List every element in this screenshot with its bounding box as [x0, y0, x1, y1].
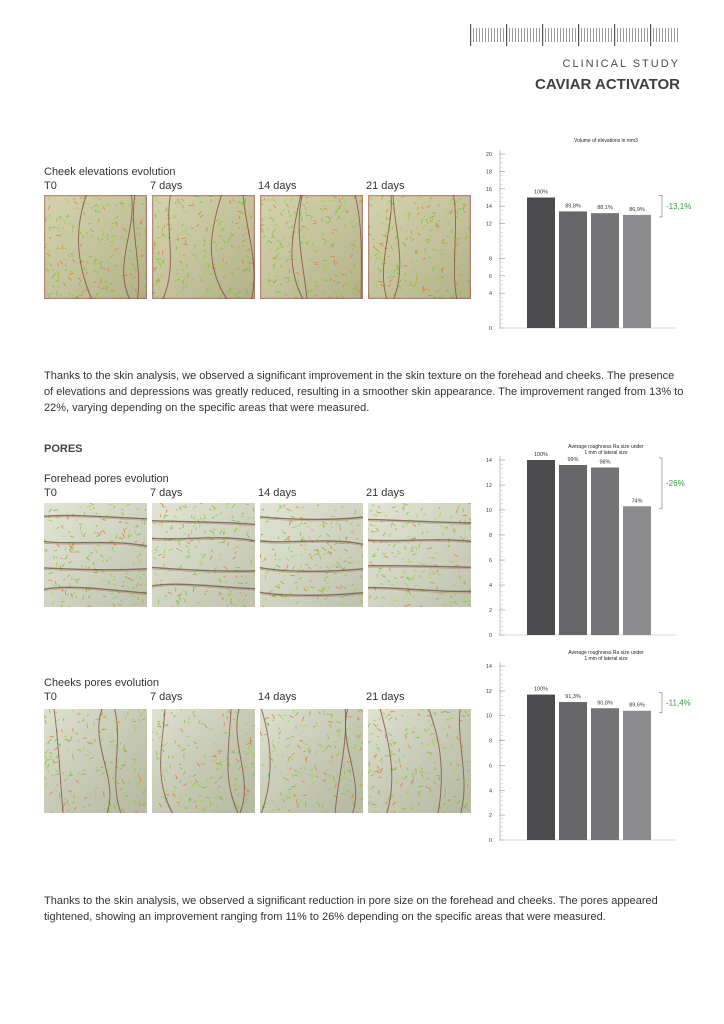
y-tick-label: 6 [488, 273, 492, 280]
bar-value-label: 100% [533, 189, 549, 196]
skin-photo-t0 [44, 503, 147, 607]
time-label: 7 days [150, 691, 183, 703]
bar-chart-cheeks-pores [476, 646, 706, 850]
skin-photo-21-days [368, 503, 471, 607]
y-tick-label: 6 [488, 558, 492, 564]
bar [559, 702, 587, 840]
chart-title: Average roughness Ra size under 1 mm of lateral size [568, 650, 644, 662]
cheek-elevations-title: Cheek elevations evolution [44, 166, 176, 178]
chart-cheeks-pores [476, 646, 706, 850]
y-tick-label: 12 [485, 221, 492, 228]
y-tick-label: 20 [485, 152, 492, 158]
bar [623, 711, 651, 840]
time-label: 14 days [258, 487, 297, 499]
reduction-label: -11,4% [666, 698, 691, 708]
skin-photo-14-days [260, 503, 363, 607]
pores-heading: PORES [44, 443, 83, 455]
bar [527, 460, 555, 635]
y-tick-label: 12 [485, 688, 492, 695]
y-tick-label: 0 [488, 326, 492, 332]
skin-photo-21-days [368, 709, 471, 813]
bar-value-label: 100% [533, 452, 549, 458]
texture-paragraph: Thanks to the skin analysis, we observed a significant improvement in the skin texture on the forehead and cheeks. The presence of elevations and depressions was greatly reduced, resulting in a smoother skin appearance. The improvement ranged from 13% to 22%, varying depending on the specific areas that were measured. [44, 370, 684, 414]
y-tick-label: 16 [485, 186, 492, 193]
y-tick-label: 4 [488, 788, 492, 795]
bar-value-label: 74% [631, 498, 643, 505]
time-label: T0 [44, 487, 57, 499]
bar-chart-forehead-pores [476, 440, 706, 645]
y-tick-label: 8 [488, 256, 492, 263]
y-tick-label: 0 [488, 838, 492, 844]
y-tick-label: 8 [488, 738, 492, 745]
y-tick-label: 14 [485, 458, 492, 464]
y-tick-label: 14 [485, 664, 492, 670]
skin-photo-7-days [152, 709, 255, 813]
y-tick-label: 0 [488, 633, 492, 639]
skin-photo-7-days [152, 503, 255, 607]
cheeks-pores-title: Cheeks pores evolution [44, 677, 159, 689]
reduction-bracket [659, 458, 662, 508]
chart-title: Average roughness Ra size under 1 mm of lateral size [568, 444, 644, 456]
barcode-graphic [470, 24, 680, 46]
chart-forehead-pores [476, 440, 706, 645]
time-label: T0 [44, 180, 57, 192]
bar-value-label: 91,3% [565, 694, 581, 701]
study-label: CLINICAL STUDY [562, 58, 680, 70]
chart-elevations [476, 134, 706, 338]
time-label: 21 days [366, 180, 405, 192]
bar [623, 215, 651, 328]
bar [559, 211, 587, 328]
cheek-elevations-photos [44, 195, 474, 299]
bar-value-label: 99% [567, 457, 579, 463]
chart-title: Volume of elevations in mm3 [574, 138, 638, 144]
cheeks-pores-time-labels [44, 691, 476, 705]
bar [527, 198, 555, 329]
skin-photo-7-days [152, 195, 255, 299]
y-tick-label: 2 [488, 813, 492, 820]
bar [591, 468, 619, 636]
time-label: T0 [44, 691, 57, 703]
time-label: 7 days [150, 180, 183, 192]
cheek-elevations-time-labels [44, 180, 476, 194]
skin-photo-21-days [368, 195, 471, 299]
bar [559, 465, 587, 635]
product-title: CAVIAR ACTIVATOR [535, 76, 680, 93]
time-label: 21 days [366, 487, 405, 499]
y-tick-label: 10 [485, 713, 492, 720]
bar-value-label: 100% [533, 686, 549, 693]
y-tick-label: 10 [485, 508, 492, 514]
skin-photo-t0 [44, 709, 147, 813]
y-tick-label: 4 [488, 583, 492, 589]
y-tick-label: 2 [488, 608, 492, 614]
bar [591, 708, 619, 840]
y-tick-label: 8 [488, 533, 492, 539]
forehead-pores-title: Forehead pores evolution [44, 473, 169, 485]
document-header [460, 24, 680, 104]
bar-value-label: 98% [599, 459, 611, 466]
time-label: 7 days [150, 487, 183, 499]
time-label: 14 days [258, 180, 297, 192]
forehead-pores-photos [44, 503, 474, 607]
bar-chart-elevations [476, 134, 706, 338]
time-label: 21 days [366, 691, 405, 703]
bar-value-label: 88,1% [597, 205, 613, 212]
y-tick-label: 14 [485, 204, 492, 211]
bar-value-label: 89,6% [629, 702, 645, 709]
skin-photo-14-days [260, 709, 363, 813]
bar-value-label: 86,9% [629, 206, 645, 213]
y-tick-label: 12 [485, 483, 492, 489]
y-tick-label: 4 [488, 291, 492, 298]
skin-photo-t0 [44, 195, 147, 299]
skin-photo-14-days [260, 195, 363, 299]
pores-paragraph: Thanks to the skin analysis, we observed a significant reduction in pore size on the forehead and cheeks. The pores appeared tightened, showing an improvement ranging from 11% to 26% depending on the specific areas that were measured. [44, 895, 658, 923]
bar [623, 506, 651, 635]
bar-value-label: 89,8% [565, 203, 581, 210]
forehead-pores-time-labels [44, 487, 476, 501]
reduction-bracket [659, 196, 662, 217]
y-tick-label: 18 [485, 169, 492, 176]
reduction-bracket [659, 693, 662, 713]
cheeks-pores-photos [44, 709, 474, 813]
bar [527, 695, 555, 840]
bar-value-label: 90,8% [597, 700, 613, 707]
bar [591, 213, 619, 328]
time-label: 14 days [258, 691, 297, 703]
reduction-label: -26% [666, 479, 685, 489]
reduction-label: -13,1% [666, 202, 692, 212]
y-tick-label: 6 [488, 763, 492, 770]
